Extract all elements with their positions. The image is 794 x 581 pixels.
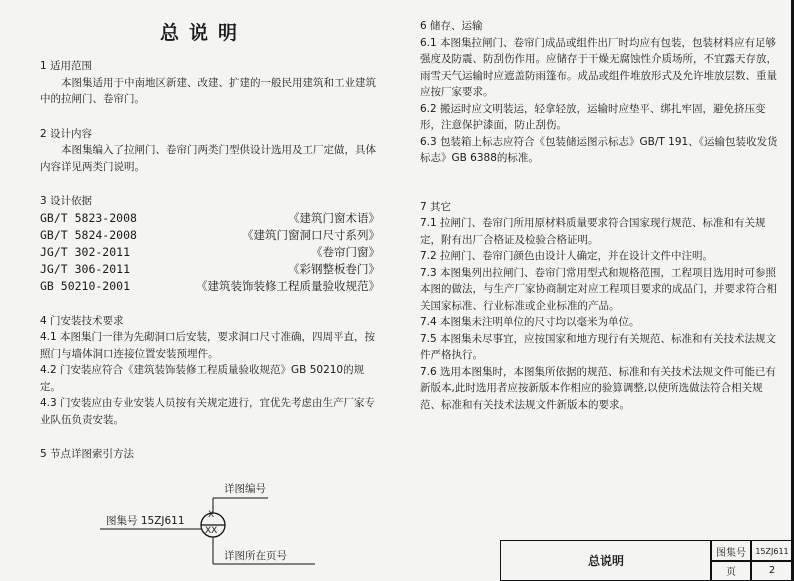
page-location-label: 详图所在页号 — [224, 550, 287, 562]
section-5-heading: 5 节点详图索引方法 — [40, 448, 135, 460]
section-6-heading: 6 储存、运输 — [420, 20, 483, 32]
right-column — [420, 18, 780, 413]
section-4-item: 4.1 本图集门一律为先砌洞口后安装，要求洞口尺寸准确，四周平直，按照门与墙体洞口连接位置安装预埋件。 — [40, 331, 376, 360]
standard-code: JG/T 306-2011 — [40, 261, 131, 276]
standard-row — [40, 210, 380, 227]
standard-name: 《彩钢整板卷门》 — [288, 261, 380, 276]
standard-name: 《建筑装饰装修工程质量验收规范》 — [196, 278, 380, 293]
section-4-heading: 4 门安装技术要求 — [40, 314, 124, 327]
index-bottom-symbol: XX — [205, 526, 218, 536]
section-7-item: 7.4 本图集未注明单位的尺寸均以毫米为单位。 — [420, 316, 640, 328]
title-block-atlas-number: 15ZJ611 — [750, 540, 794, 562]
standard-name: 《卷帘门窗》 — [311, 244, 380, 259]
index-top-symbol: X — [208, 510, 215, 520]
left-column — [40, 58, 380, 463]
section-7-item: 7.1 拉闸门、卷帘门所用原材料质量要求符合国家现行规范、标准和有关规定，附有出厂合格证及检验合格证明。 — [420, 217, 766, 246]
standard-row — [40, 227, 380, 244]
standard-name: 《建筑门窗术语》 — [288, 210, 380, 225]
section-6-item: 6.3 包装箱上标志应符合《包装储运图示标志》GB/T 191、《运输包装收发货标志》GB 6388的标准。 — [420, 135, 778, 164]
title-block-name: 总说明 — [500, 540, 712, 581]
standard-name: 《建筑门窗洞口尺寸系列》 — [242, 227, 380, 242]
detail-index-diagram — [100, 480, 420, 570]
standard-code: GB 50210-2001 — [40, 278, 131, 293]
title-block — [500, 540, 794, 581]
standard-code: GB/T 5823-2008 — [40, 210, 137, 225]
section-3-heading: 3 设计依据 — [40, 195, 93, 207]
standard-code: GB/T 5824-2008 — [40, 227, 137, 242]
standard-code: JG/T 302-2011 — [40, 244, 131, 259]
title-block-atlas-label: 图集号 — [710, 540, 752, 562]
detail-number-label: 详图编号 — [224, 483, 266, 495]
section-7-item: 7.6 选用本图集时，本图集所依据的规范、标准和有关技术法规文件可能已有新版本,此时选用者应按新版本作相应的验算调整,以使所选做法符合相关规范、标准和有关技术法规文件新版本的要求。 — [420, 365, 777, 411]
section-6-item: 6.2 搬运时应文明装运，轻拿轻放，运输时应垫平、绑扎牢固，避免挤压变形，注意保护漆面，防止刮伤。 — [420, 102, 766, 131]
title-block-page-number: 2 — [750, 560, 794, 581]
standard-row — [40, 261, 380, 278]
section-2-heading: 2 设计内容 — [40, 127, 93, 140]
title-block-page-label: 页 — [710, 560, 752, 581]
section-7-item: 7.5 本图集未尽事宜，应按国家和地方现行有关规范、标准和有关技术法规文件严格执行。 — [420, 332, 777, 361]
standard-row — [40, 278, 380, 295]
section-1-heading: 1 适用范围 — [40, 60, 93, 72]
section-4-item: 4.2 门安装应符合《建筑装饰装修工程质量验收规范》GB 50210的规定。 — [40, 364, 365, 393]
atlas-number-label: 图集号 15ZJ611 — [106, 515, 185, 527]
section-6-item: 6.1 本图集拉闸门、卷帘门成品或组件出厂时均应有包装，包装材料应有足够强度及防震、防刮伤作用。应储存于干燥无腐蚀性介质场所，不宜露天存放，雨雪天气运输时应遮盖防雨篷布。成品或组件堆放形式及允许堆放层数、重量应按厂家要求。 — [420, 36, 777, 98]
section-7-item: 7.2 拉闸门、卷帘门颜色由设计人确定，并在设计文件中注明。 — [420, 250, 714, 262]
section-2-body: 本图集编入了拉闸门、卷帘门两类门型供设计选用及工厂定做，具体内容详见两类门说明。 — [40, 144, 376, 173]
section-4-item: 4.3 门安装应由专业安装人员按有关规定进行，宜优先考虑由生产厂家专业队伍负责安装。 — [40, 397, 376, 426]
standard-row — [40, 244, 380, 261]
page-title: 总说明 — [160, 22, 248, 44]
section-1-body: 本图集适用于中南地区新建、改建、扩建的一般民用建筑和工业建筑中的拉闸门、卷帘门。 — [40, 76, 376, 105]
section-7-heading: 7 其它 — [420, 200, 452, 213]
section-7-item: 7.3 本图集列出拉闸门、卷帘门常用型式和规格范围，工程项目选用时可参照本图的做法，与生产厂家协商制定对应工程项目要求的成品门，并要求符合相关国家标准、行业标准或企业标准的产品。 — [420, 266, 777, 312]
